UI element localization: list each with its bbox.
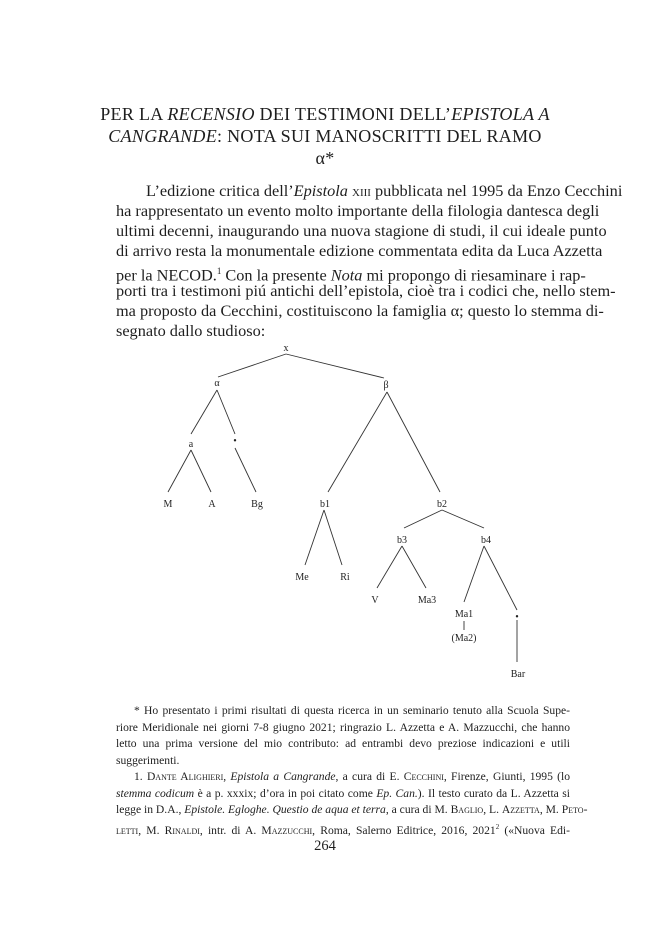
footnote-1-line-2: stemma codicum è a p. xxxix; d’ora in poi citato come Ep. Can.). Il testo curato da L. Azzetta si — [116, 786, 570, 800]
node-V: V — [371, 595, 379, 606]
node-Ma3: Ma3 — [417, 595, 437, 606]
node-b2: b2 — [437, 499, 447, 510]
node-beta: β — [383, 380, 389, 391]
body-line-7: ma proposto da Cecchini, costituiscono la famiglia α; questo lo stemma di- — [116, 301, 604, 320]
footnote-1-line-3: legge in D.A., Epistole. Egloghe. Questio de aqua et terra, a cura di M. Baglio, L. Azzetta, M. Peto- — [116, 803, 588, 816]
node-lost-b4: • — [515, 612, 519, 623]
node-b3: b3 — [397, 535, 407, 546]
footnote-1-line-1: 1. Dante Alighieri, Epistola a Cangrande, a cura di E. Cecchini, Firenze, Giunti, 1995 (lo — [134, 770, 571, 783]
footnote-star-line-1: * Ho presentato i primi risultati di questa ricerca in un seminario tenuto alla Scuola Supe- — [134, 704, 570, 717]
body-line-8: segnato dallo studioso: — [116, 321, 266, 340]
body-line-6: porti tra i testimoni piú antichi dell’epistola, cioè tra i codici che, nello stem- — [116, 281, 616, 300]
footnote-1-line-4: letti, M. Rinaldi, intr. di A. Mazzucchi, Roma, Salerno Editrice, 2016, 2021$^2$ («Nuova Edi- — [116, 822, 571, 837]
article-title-line-1: PER LA RECENSIO DEI TESTIMONI DELL’EPISTOLA A — [100, 104, 550, 124]
body-line-4: di arrivo resta la monumentale edizione commentata edita da Luca Azzetta — [116, 241, 603, 260]
node-lost-alpha: • — [233, 436, 237, 447]
footnote-star-line-4: suggerimenti. — [116, 753, 180, 767]
node-alpha: α — [214, 378, 220, 389]
article-title-line-2: CANGRANDE: NOTA SUI MANOSCRITTI DEL RAMO α* — [108, 126, 542, 168]
node-a: a — [188, 439, 194, 450]
node-x: x — [283, 343, 289, 354]
node-Bg: Bg — [251, 499, 263, 510]
page-number: 264 — [314, 838, 336, 854]
node-b1: b1 — [320, 499, 330, 510]
node-M: M — [163, 499, 173, 510]
stemma-diagram — [0, 330, 650, 690]
node-Bar: Bar — [510, 669, 526, 680]
body-line-2: ha rappresentato un evento molto importante della filologia dantesca degli — [116, 201, 600, 220]
node-Ri: Ri — [340, 572, 350, 583]
node-Ma1: Ma1 — [454, 609, 474, 620]
node-Me: Me — [295, 572, 309, 583]
node-Ma2: (Ma2) — [451, 633, 477, 644]
body-line-3: ultimi decenni, inaugurando una nuova stagione di studi, il cui ideale punto — [116, 221, 607, 240]
node-A: A — [208, 499, 216, 510]
footnote-star-line-3: letto una prima versione del mio contributo: ad entrambi devo preziose indicazioni e utili — [116, 737, 570, 750]
body-line-5: per la NECOD.$^1$ Con la presente Nota mi propongo di riesaminare i rap- — [116, 265, 586, 285]
node-b4: b4 — [481, 535, 491, 546]
body-line-1: L’edizione critica dell’Epistola xiii pubblicata nel 1995 da Enzo Cecchini — [146, 181, 623, 200]
footnote-star-line-2: riore Meridionale nei giorni 7-8 giugno 2021; ringrazio L. Azzetta e A. Mazzucchi, che hanno — [116, 720, 570, 734]
